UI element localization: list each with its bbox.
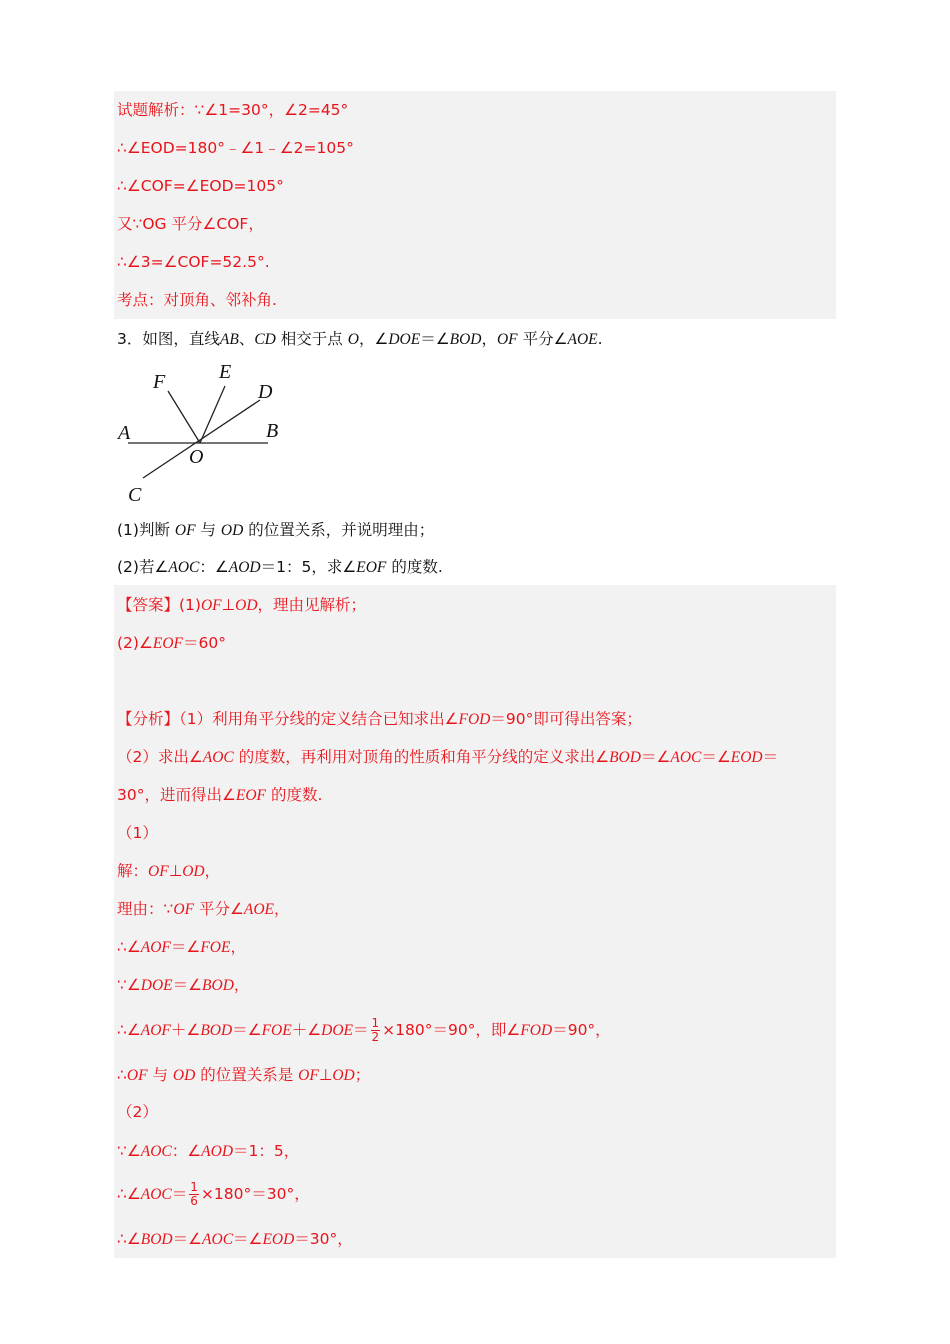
problem3-statement: 3．如图，直线AB、CD 相交于点 O，∠DOE＝∠BOD，OF 平分∠AOE.	[117, 330, 603, 348]
analysis1-line5: ∴∠3=∠COF=52.5°.	[117, 253, 270, 271]
solution-line-9: ∵∠AOC：∠AOD＝1：5，	[117, 1142, 300, 1160]
label-a: A	[118, 422, 131, 444]
label-e: E	[219, 361, 232, 383]
question-2: (2)若∠AOC：∠AOD＝1：5，求∠EOF 的度数.	[117, 558, 443, 576]
solution-part1-heading: （1）	[117, 824, 158, 842]
solution-line-3: 理由：∵OF 平分∠AOE，	[117, 900, 290, 918]
solution-line-10: ∴∠AOC＝ $\frac{1}{6}$ ×180°＝30°，	[117, 1180, 310, 1208]
solution-line-4: ∴∠AOF＝∠FOE，	[117, 938, 246, 956]
analysis1-line4: 又∵OG 平分∠COF，	[117, 215, 264, 233]
analysis-block-1	[114, 91, 836, 319]
ray-oe	[200, 386, 225, 443]
analysis1-line6: 考点：对顶角、邻补角.	[117, 291, 277, 309]
label-c: C	[128, 484, 142, 506]
solution-line-11: ∴∠BOD＝∠AOC＝∠EOD＝30°，	[117, 1230, 353, 1248]
answer-line-2: (2)∠EOF＝60°	[117, 634, 226, 652]
analysis1-line3: ∴∠COF=∠EOD=105°	[117, 177, 284, 195]
question-1: (1)判断 OF 与 OD 的位置关系，并说明理由；	[117, 521, 435, 539]
analysis1-line2: ∴∠EOD=180°﹣∠1﹣∠2=105°	[117, 139, 354, 157]
label-b: B	[266, 420, 279, 442]
analysis2-line-3: 30°，进而得出∠EOF 的度数.	[117, 786, 323, 804]
analysis1-line1: 试题解析：∵∠1=30°，∠2=45°	[117, 101, 349, 119]
label-d: D	[258, 381, 273, 403]
solution-line-7: ∴OF 与 OD 的位置关系是 OF⊥OD；	[117, 1066, 371, 1084]
solution-line-6: ∴∠AOF＋∠BOD＝∠FOE＋∠DOE＝ $\frac{1}{2}$ ×180°＝90°，即∠FOD＝90°，	[117, 1016, 611, 1044]
geometry-figure	[110, 358, 310, 508]
analysis2-line-1: 【分析】（1）利用角平分线的定义结合已知求出∠FOD＝90°即可得出答案；	[117, 710, 642, 728]
fraction-half: $\frac{1}{2}$	[371, 1016, 380, 1044]
solution-part2-heading: （2）	[117, 1103, 158, 1121]
label-f: F	[153, 371, 166, 393]
ray-of	[168, 391, 200, 443]
fraction-sixth: $\frac{1}{6}$	[190, 1180, 198, 1208]
solution-line-2: 解：OF⊥OD，	[117, 862, 221, 880]
answer-line-1: 【答案】(1)OF⊥OD，理由见解析；	[117, 596, 367, 614]
label-o: O	[189, 446, 204, 468]
solution-line-5: ∵∠DOE＝∠BOD，	[117, 976, 250, 994]
analysis2-line-2: （2）求出∠AOC 的度数，再利用对顶角的性质和角平分线的定义求出∠BOD＝∠AOC＝∠EOD＝	[117, 748, 779, 766]
